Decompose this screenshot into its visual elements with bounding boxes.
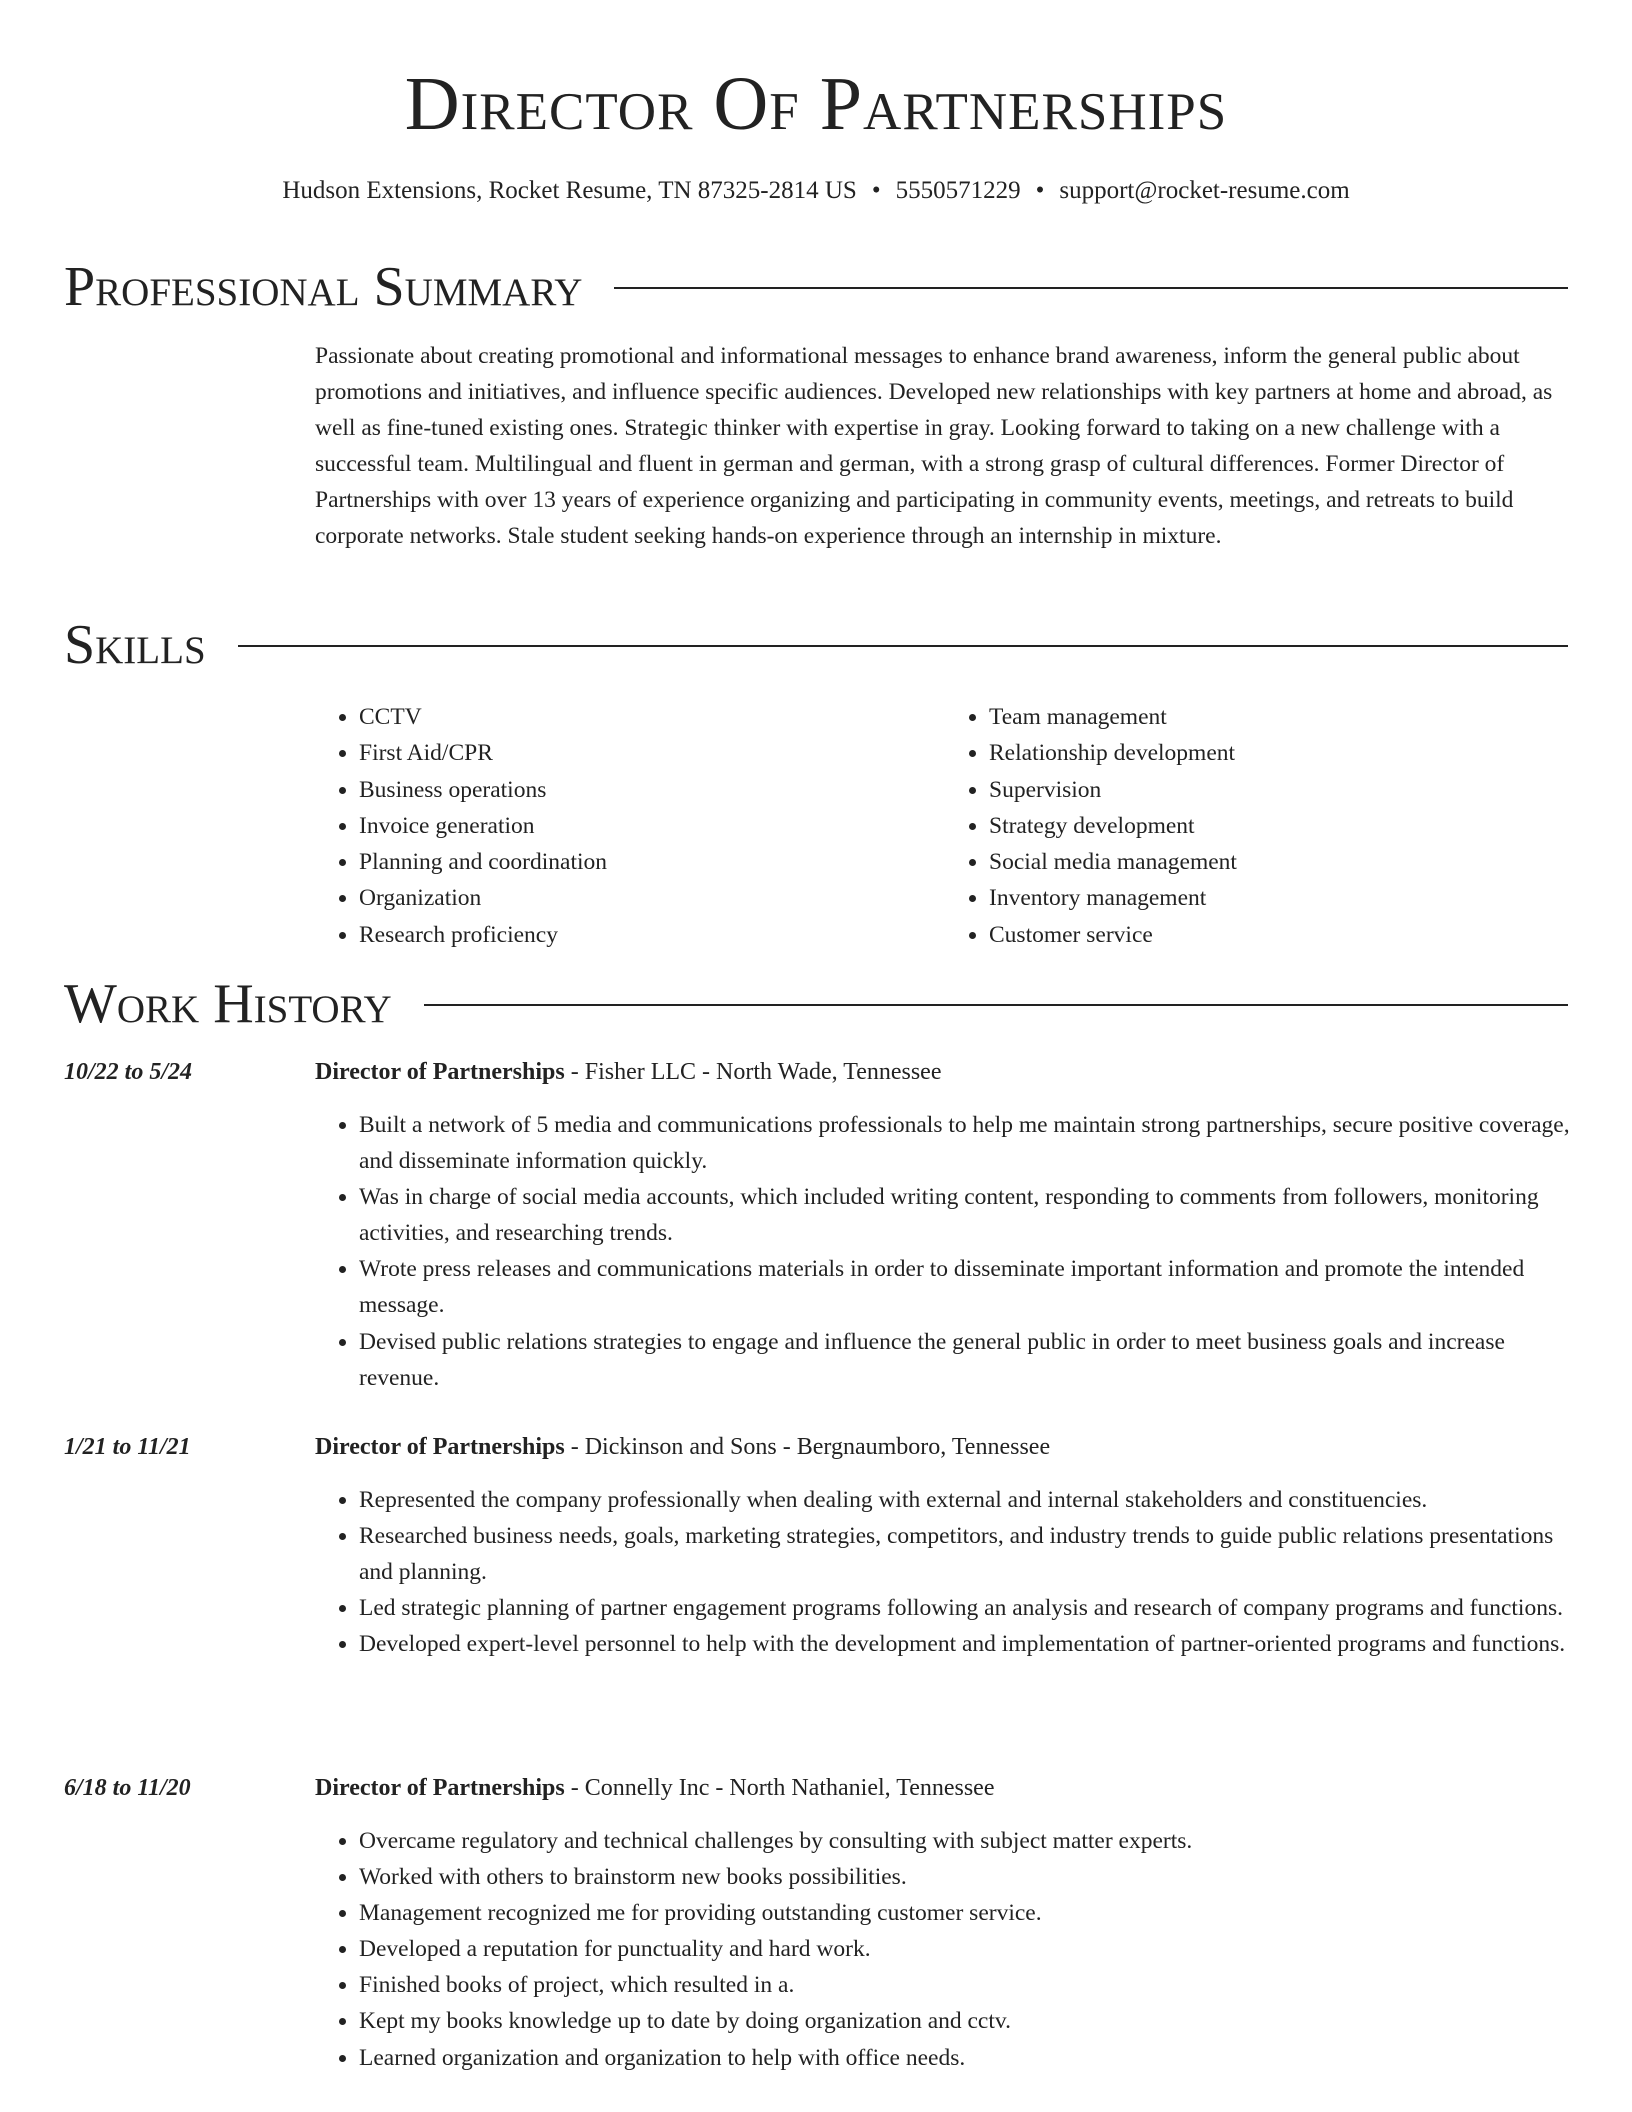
skills-column-right (945, 699, 1575, 953)
job-bullets (315, 1107, 1574, 1396)
job-bullet: • Built a network of 5 media and communications professionals to help me maintain strong partnerships, secure positive coverage, and disseminate information quickly. (359, 1107, 1574, 1179)
job-bullets (315, 1482, 1574, 1662)
skill-item: • Organization (359, 880, 945, 916)
section-divider (424, 1004, 1568, 1006)
job-bullet: • Management recognized me for providing outstanding customer service. (359, 1895, 1574, 1931)
section-title-skills: Skills (64, 614, 206, 676)
job-dates: 6/18 to 11/20 (64, 1775, 191, 1801)
job-bullet: • Represented the company professionally when dealing with external and internal stakeholders and constituencies. (359, 1482, 1574, 1518)
contact-phone: 5550571229 (895, 177, 1021, 204)
skills-column-left (315, 699, 945, 953)
contact-separator: • (1035, 177, 1045, 204)
section-title-work-history: Work History (64, 973, 392, 1035)
resume-name-heading: Director Of Partnerships (404, 62, 1228, 146)
job-bullet: • Learned organization and organization to help with office needs. (359, 2040, 1574, 2076)
section-heading-summary (64, 255, 1568, 319)
section-heading-work-history (64, 972, 1568, 1036)
job-bullet: • Researched business needs, goals, marketing strategies, competitors, and industry trends to guide public relations presentations and planning. (359, 1518, 1574, 1590)
skill-item: • Social media management (989, 844, 1575, 880)
contact-email: support@rocket-resume.com (1059, 177, 1350, 204)
job-bullet: • Wrote press releases and communications materials in order to disseminate important information and promote the intended message. (359, 1251, 1574, 1323)
job-title-line (315, 1771, 994, 1805)
contact-address: Hudson Extensions, Rocket Resume, TN 87325-2814 US (282, 177, 857, 204)
job-role: Director of Partnerships (315, 1059, 565, 1085)
job-dates: 1/21 to 11/21 (64, 1434, 191, 1460)
skill-item: • Research proficiency (359, 917, 945, 953)
job-bullets (315, 1823, 1574, 2076)
contact-separator: • (871, 177, 881, 204)
job-bullet: • Worked with others to brainstorm new books possibilities. (359, 1859, 1574, 1895)
job-role: Director of Partnerships (315, 1775, 565, 1801)
skill-item: • Team management (989, 699, 1575, 735)
job-employer-location: - Dickinson and Sons - Bergnaumboro, Tennessee (564, 1434, 1051, 1460)
professional-summary-text: Passionate about creating promotional and informational messages to enhance brand awareness, inform the general public about promotions and initiatives, and influence specific audiences. Developed new relationships with key partners at home and abroad, as well as fine-tuned existing ones. Strategic thinker with expertise in gray. Looking forward to taking on a new challenge with a successful team. Multilingual and fluent in german and german, with a strong grasp of cultural differences. Former Director of Partnerships with over 13 years of experience organizing and participating in community events, meetings, and retreats to build corporate networks. Stale student seeking hands-on experience through an internship in mixture. (315, 343, 1553, 549)
job-role: Director of Partnerships (315, 1434, 565, 1460)
skill-item: • First Aid/CPR (359, 735, 945, 771)
job-bullet: • Devised public relations strategies to engage and influence the general public in order to meet business goals and increase revenue. (359, 1324, 1574, 1396)
job-dates: 10/22 to 5/24 (64, 1059, 193, 1085)
skill-item: • Strategy development (989, 808, 1575, 844)
skill-item: • Inventory management (989, 880, 1575, 916)
skills-list (315, 699, 1575, 953)
skill-item: • Relationship development (989, 735, 1575, 771)
section-heading-skills (64, 613, 1568, 677)
skill-item: • Business operations (359, 772, 945, 808)
skill-item: • Invoice generation (359, 808, 945, 844)
section-divider (238, 645, 1568, 647)
job-bullet: • Led strategic planning of partner engagement programs following an analysis and research of company programs and functions. (359, 1590, 1574, 1626)
job-bullet: • Overcame regulatory and technical challenges by consulting with subject matter experts. (359, 1823, 1574, 1859)
job-bullet: • Was in charge of social media accounts, which included writing content, responding to comments from followers, monitoring activities, and researching trends. (359, 1179, 1574, 1251)
job-bullet: • Developed a reputation for punctuality and hard work. (359, 1931, 1574, 1967)
skill-item: • Customer service (989, 917, 1575, 953)
section-title-summary: Professional Summary (64, 256, 583, 318)
job-bullet: • Developed expert-level personnel to help with the development and implementation of partner-oriented programs and functions. (359, 1626, 1574, 1662)
skill-item: • CCTV (359, 699, 945, 735)
skill-item: • Planning and coordination (359, 844, 945, 880)
job-employer-location: - Fisher LLC - North Wade, Tennessee (564, 1059, 942, 1085)
job-bullet: • Kept my books knowledge up to date by doing organization and cctv. (359, 2003, 1574, 2039)
job-employer-location: - Connelly Inc - North Nathaniel, Tennessee (564, 1775, 995, 1801)
contact-line (0, 175, 1632, 207)
section-divider (614, 287, 1568, 289)
job-title-line (315, 1055, 941, 1089)
job-title-line (315, 1430, 1050, 1464)
job-bullet: • Finished books of project, which resulted in a. (359, 1967, 1574, 2003)
skill-item: • Supervision (989, 772, 1575, 808)
